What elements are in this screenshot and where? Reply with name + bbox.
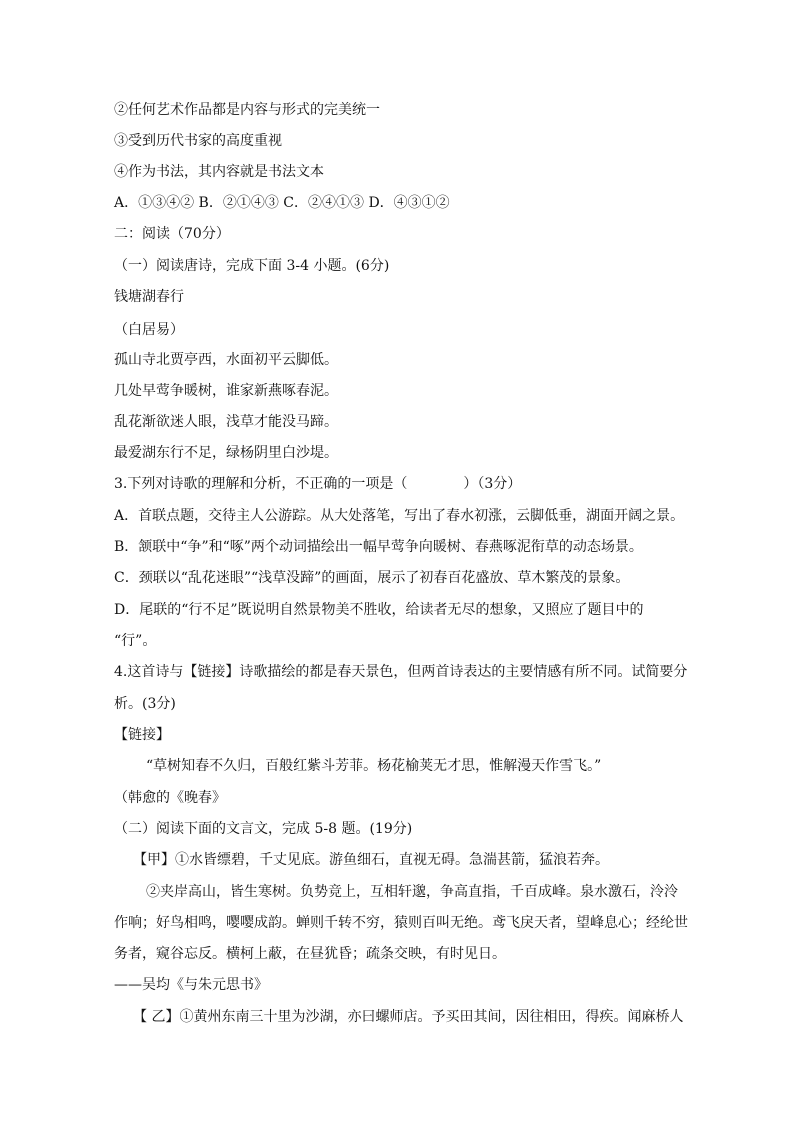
answer-choices: A．①③④② B．②①④③ C．②④①③ D．④③①② <box>114 195 450 211</box>
link-poem-source: （韩愈的《晚春》 <box>114 790 226 806</box>
passage-a-paragraph-2-line-3: 务者，窥谷忘反。横柯上蔽，在昼犹昏；疏条交映，有时见日。 <box>114 946 506 962</box>
passage-a-paragraph-1: 【甲】①水皆缥碧，千丈见底。游鱼细石，直视无碍。急湍甚箭，猛浪若奔。 <box>133 852 609 868</box>
poem-title: 钱塘湖春行 <box>114 289 184 305</box>
passage-a-paragraph-2-line-1: ②夹岸高山，皆生寒树。负势竞上，互相轩邈，争高直指，千百成峰。泉水激石，泠泠 <box>146 884 678 900</box>
question-3-option-a: A．首联点题，交待主人公游踪。从大处落笔，写出了春水初涨，云脚低垂，湖面开阔之景。 <box>114 508 685 524</box>
question-3-option-c: C．颈联以“乱花迷眼”“浅草没蹄”的画面，展示了初春百花盛放、草木繁茂的景象。 <box>114 570 630 586</box>
subsection-heading-classical-text: （二）阅读下面的文言文，完成 5-8 题。(19分) <box>114 821 413 837</box>
poem-line-4: 最爱湖东行不足，绿杨阴里白沙堤。 <box>114 445 338 461</box>
link-label: 【链接】 <box>114 727 170 743</box>
section-heading-reading: 二：阅读（70分） <box>114 226 230 242</box>
text-line-option-3: ③受到历代书家的高度重视 <box>114 133 282 149</box>
question-3-option-d-continued: “行”。 <box>114 633 157 649</box>
poem-line-2: 几处早莺争暖树，谁家新燕啄春泥。 <box>114 383 338 399</box>
poem-line-3: 乱花渐欲迷人眼，浅草才能没马蹄。 <box>114 414 338 430</box>
passage-a-paragraph-2-line-2: 作响；好鸟相鸣，嘤嘤成韵。蝉则千转不穷，猿则百叫无绝。鸢飞戾天者，望峰息心；经纶世 <box>114 915 688 931</box>
question-3: 3.下列对诗歌的理解和分析，不正确的一项是（ ）（3分） <box>114 476 522 492</box>
question-4: 4.这首诗与【链接】诗歌描绘的都是春天景色，但两首诗表达的主要情感有所不同。试简要分 <box>114 664 688 680</box>
passage-a-source: ——吴均《与朱元思书》 <box>114 977 268 993</box>
poem-author: （白居易） <box>114 322 184 338</box>
text-line-option-2: ②任何艺术作品都是内容与形式的完美统一 <box>114 102 380 118</box>
question-3-option-d: D．尾联的“行不足”既说明自然景物美不胜收，给读者无尽的想象，又照应了题目中的 <box>114 602 644 618</box>
link-poem-quote: “草树知春不久归，百般红紫斗芳菲。杨花榆荚无才思，惟解漫天作雪飞。” <box>146 758 602 774</box>
question-4-continued: 析。(3分) <box>114 696 176 712</box>
text-line-option-4: ④作为书法，其内容就是书法文本 <box>114 164 324 180</box>
subsection-heading-tang-poem: （一）阅读唐诗，完成下面 3-4 小题。(6分) <box>114 258 390 274</box>
poem-line-1: 孤山寺北贾亭西，水面初平云脚低。 <box>114 352 338 368</box>
question-3-option-b: B．颔联中“争”和“啄”两个动词描绘出一幅早莺争向暖树、春燕啄泥衔草的动态场景。 <box>114 539 643 555</box>
passage-b-paragraph-1: 【 乙】①黄州东南三十里为沙湖，亦曰螺师店。予买田其间，因往相田，得疾。闻麻桥人 <box>133 1009 684 1025</box>
